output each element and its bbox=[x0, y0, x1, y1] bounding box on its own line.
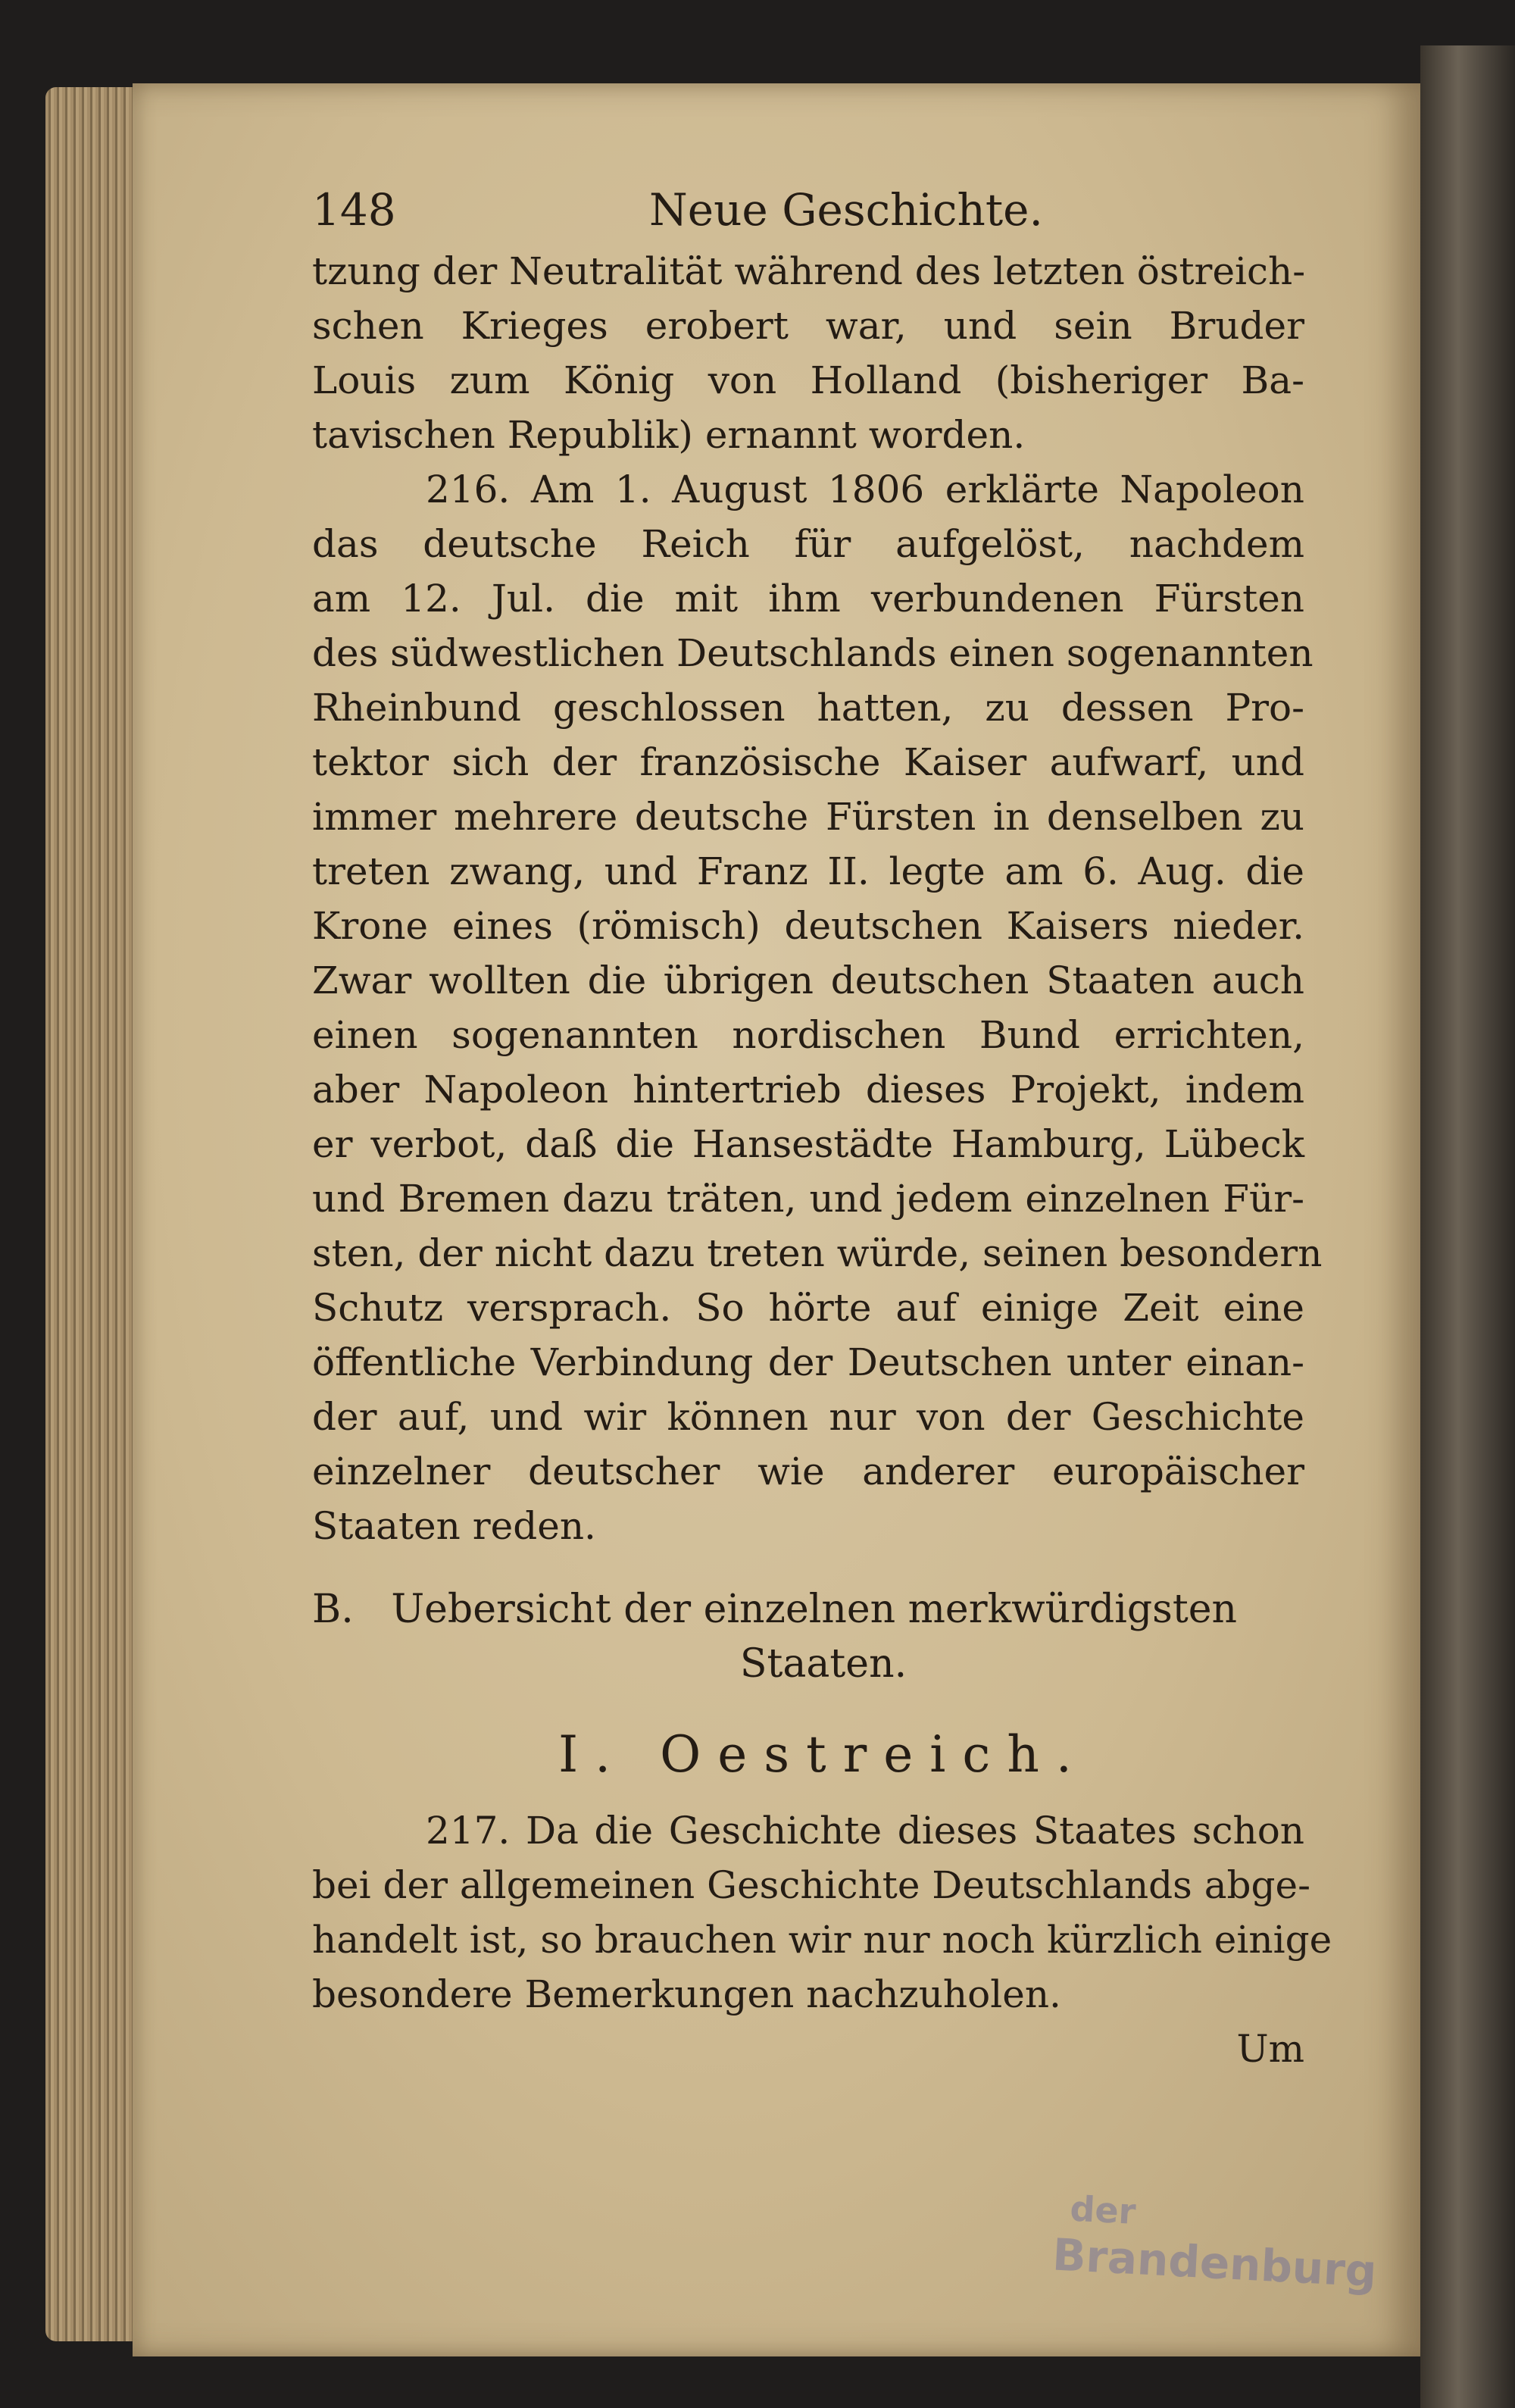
text-line: am 12. Jul. die mit ihm verbundenen Fürsten bbox=[312, 577, 1304, 621]
text-line: 217. Da die Geschichte dieses Staates schon bbox=[426, 1809, 1304, 1853]
page-number: 148 bbox=[312, 184, 396, 236]
text-line: 216. Am 1. August 1806 erklärte Napoleon bbox=[426, 468, 1304, 511]
text-line: einen sogenannten nordischen Bund errichten, bbox=[312, 1013, 1304, 1057]
text-line: er verbot, daß die Hansestädte Hamburg, Lübeck bbox=[312, 1122, 1304, 1166]
text-line: immer mehrere deutsche Fürsten in denselben zu bbox=[312, 795, 1304, 839]
text-line: das deutsche Reich für aufgelöst, nachdem bbox=[312, 522, 1304, 566]
library-stamp bbox=[1050, 2187, 1379, 2313]
text-line: tzung der Neutralität während des letzten östreich- bbox=[312, 249, 1306, 293]
running-title: Neue Geschichte. bbox=[649, 184, 1043, 236]
text-line: sten, der nicht dazu treten würde, seinen besondern bbox=[312, 1231, 1323, 1275]
text-line: Louis zum König von Holland (bisheriger Ba- bbox=[312, 358, 1304, 402]
text-line: aber Napoleon hintertrieb dieses Projekt, indem bbox=[312, 1068, 1304, 1112]
facing-page-gutter bbox=[1420, 45, 1515, 2408]
text-line: tektor sich der französische Kaiser aufwarf, und bbox=[312, 740, 1304, 784]
text-line: öffentliche Verbindung der Deutschen unter einan- bbox=[312, 1340, 1304, 1384]
section-heading: B. Uebersicht der einzelnen merkwürdigsten bbox=[312, 1587, 1237, 1632]
text-line: Zwar wollten die übrigen deutschen Staaten auch bbox=[312, 959, 1304, 1002]
text-line: Krone eines (römisch) deutschen Kaisers nieder. bbox=[312, 904, 1304, 948]
stamp-line: Brandenburg bbox=[1051, 2228, 1379, 2297]
paragraph-216 bbox=[312, 462, 1323, 1553]
text-line: treten zwang, und Franz II. legte am 6. Aug. die bbox=[312, 849, 1304, 893]
text-line: handelt ist, so brauchen wir nur noch kürzlich einige bbox=[312, 1918, 1332, 1962]
text-line: schen Krieges erobert war, und sein Bruder bbox=[312, 304, 1304, 348]
text-line: bei der allgemeinen Geschichte Deutschlands abge- bbox=[312, 1863, 1311, 1907]
paragraph-217 bbox=[312, 1803, 1332, 2022]
catchword: Um bbox=[1236, 2027, 1304, 2071]
paragraph-continued bbox=[312, 244, 1304, 462]
text-line: des südwestlichen Deutschlands einen sogenannten bbox=[312, 631, 1314, 675]
text-line: der auf, und wir können nur von der Geschichte bbox=[312, 1395, 1304, 1439]
text-line: Rheinbund geschlossen hatten, zu dessen Pro- bbox=[312, 686, 1304, 730]
text-line: und Bremen dazu träten, und jedem einzelnen Für- bbox=[312, 1177, 1304, 1221]
stamp-line: der bbox=[1069, 2188, 1137, 2232]
text-line: tavischen Republik) ernannt worden. bbox=[312, 413, 1026, 457]
page-text bbox=[312, 176, 1332, 2076]
text-line: einzelner deutscher wie anderer europäischer bbox=[312, 1449, 1304, 1493]
country-heading: I. Oestreich. bbox=[558, 1725, 1089, 1784]
text-line: Schutz versprach. So hörte auf einige Zeit eine bbox=[312, 1286, 1304, 1330]
section-heading-continued: Staaten. bbox=[739, 1641, 907, 1687]
text-line: Staaten reden. bbox=[312, 1504, 596, 1548]
text-line: besondere Bemerkungen nachzuholen. bbox=[312, 1972, 1061, 2016]
running-header bbox=[312, 176, 1304, 244]
